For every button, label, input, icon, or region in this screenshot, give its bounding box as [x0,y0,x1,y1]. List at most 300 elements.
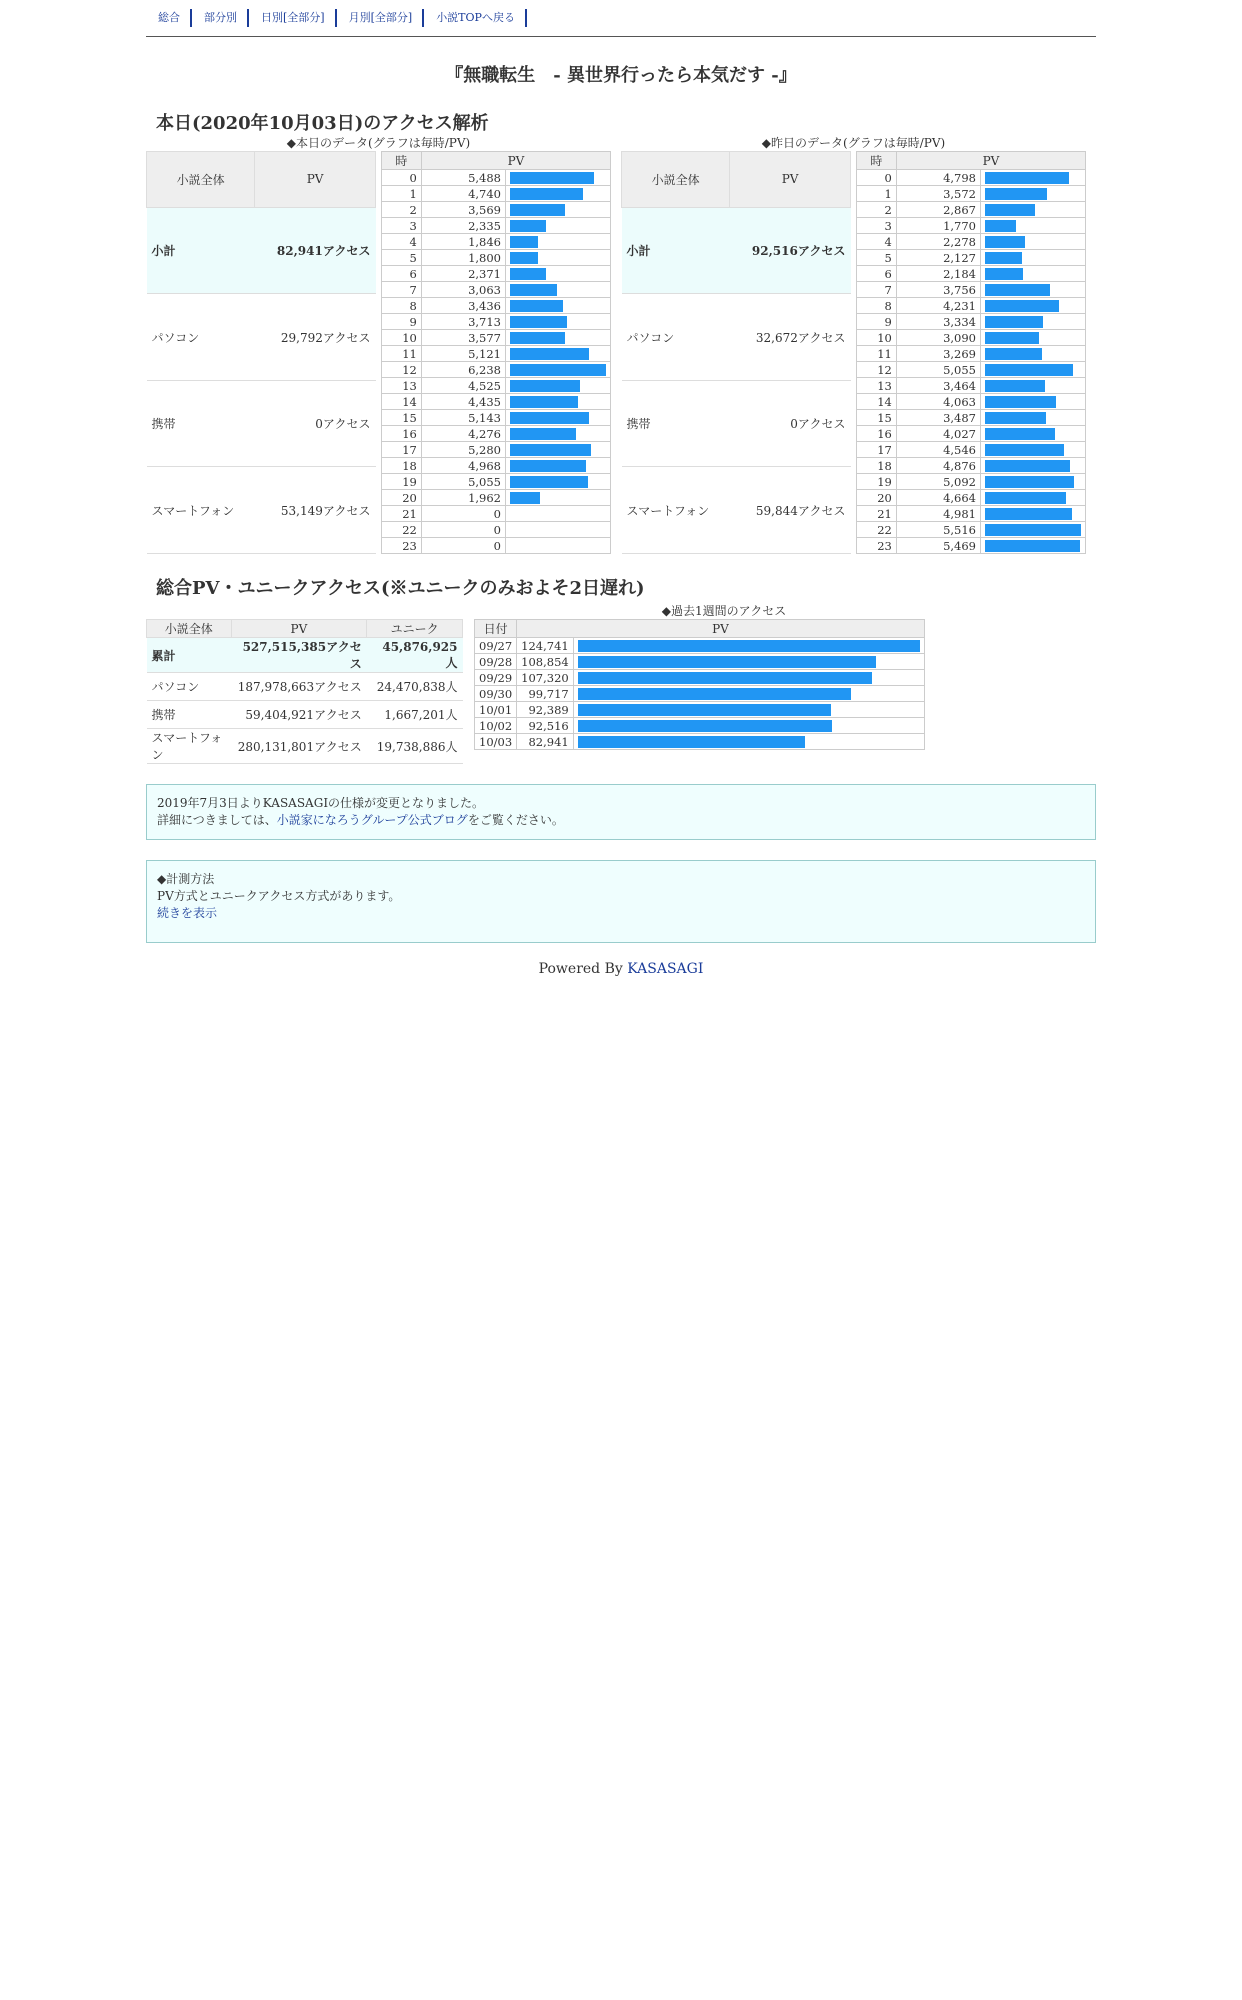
category-label: 0 [857,170,897,186]
table-row [475,638,925,654]
bar-cell [573,686,924,702]
table-row [382,458,611,474]
bar-cell [981,282,1086,298]
table-row [382,314,611,330]
value-label: 4,981 [896,506,980,522]
value-label: 4,231 [896,298,980,314]
row-label: 小計 [147,207,255,294]
bar-cell [506,218,611,234]
table-row [475,654,925,670]
bar-cell [981,298,1086,314]
bar-cell [981,394,1086,410]
bar [985,508,1072,520]
category-label: 4 [382,234,422,250]
value-label: 92,389 [517,702,574,718]
row-value: 92,516アクセス [730,207,851,294]
bar [985,236,1025,248]
table-row [382,282,611,298]
notice-box [146,784,1096,840]
value-label: 3,269 [896,346,980,362]
row-unique: 1,667,201人 [367,701,463,729]
value-label: 3,464 [896,378,980,394]
table-row [382,298,611,314]
table-row [382,378,611,394]
category-label: 12 [382,362,422,378]
table-row [382,218,611,234]
bar [985,284,1050,296]
yesterday-summary-table [621,151,851,554]
value-label: 2,371 [421,266,505,282]
category-label: 16 [382,426,422,442]
notice-text: 詳細につきましては、 [157,813,277,827]
category-label: 21 [857,506,897,522]
table-row [857,522,1086,538]
table-row [382,346,611,362]
method-box [146,860,1096,943]
table-row [382,394,611,410]
value-label: 5,488 [421,170,505,186]
row-value: 29,792アクセス [255,294,376,381]
category-label: 4 [857,234,897,250]
table-row [147,701,463,729]
category-label: 09/27 [475,638,517,654]
row-label: パソコン [147,294,255,381]
bar [985,380,1045,392]
bar-cell [506,378,611,394]
category-label: 23 [382,538,422,554]
category-label: 10/02 [475,718,517,734]
value-label: 3,487 [896,410,980,426]
category-label: 21 [382,506,422,522]
bar-cell [981,458,1086,474]
bar [985,188,1047,200]
bar [985,300,1059,312]
value-label: 3,334 [896,314,980,330]
value-label: 3,090 [896,330,980,346]
show-more-link[interactable]: 続きを表示 [157,906,218,920]
value-label: 2,184 [896,266,980,282]
table-row [857,426,1086,442]
bar [510,444,591,456]
col-header: PV [896,152,1085,170]
row-label: パソコン [147,673,232,701]
table-row [147,729,463,764]
row-value: 53,149アクセス [255,467,376,554]
value-label: 4,525 [421,378,505,394]
category-label: 13 [382,378,422,394]
bar-cell [506,250,611,266]
bar [510,204,565,216]
method-text: PV方式とユニークアクセス方式があります。 [157,889,401,903]
bar [510,492,540,504]
category-label: 3 [857,218,897,234]
row-label: パソコン [622,294,730,381]
bar-cell [506,298,611,314]
bar-cell [506,458,611,474]
category-label: 19 [857,474,897,490]
table-row [622,467,851,554]
bar [985,348,1042,360]
bar-cell [981,330,1086,346]
bar-cell [981,442,1086,458]
category-label: 20 [382,490,422,506]
col-header: 時 [857,152,897,170]
value-label: 4,276 [421,426,505,442]
table-row [382,426,611,442]
bar-cell [981,170,1086,186]
bar-cell [506,522,611,538]
footer-prefix: Powered By [538,961,628,977]
bar [985,524,1081,536]
col-header: 小説全体 [147,152,255,208]
nav-overall[interactable]: 総合 [152,9,192,27]
value-label: 3,436 [421,298,505,314]
kasasagi-link[interactable]: KASASAGI [627,961,704,977]
value-label: 0 [421,506,505,522]
bar [510,332,565,344]
bar-cell [981,250,1086,266]
col-header: PV [517,620,925,638]
row-value: 0アクセス [730,380,851,467]
table-row [475,702,925,718]
table-row [857,218,1086,234]
row-unique: 45,876,925人 [367,638,463,673]
value-label: 5,516 [896,522,980,538]
category-label: 1 [382,186,422,202]
bar-cell [506,538,611,554]
bar [578,640,920,652]
table-row [382,202,611,218]
row-pv: 187,978,663アクセス [231,673,367,701]
value-label: 5,121 [421,346,505,362]
value-label: 4,063 [896,394,980,410]
table-row [382,490,611,506]
table-row [382,442,611,458]
table-row [857,170,1086,186]
category-label: 18 [857,458,897,474]
value-label: 2,278 [896,234,980,250]
category-label: 09/29 [475,670,517,686]
bar [510,236,538,248]
today-caption: ◆本日のデータ(グラフは毎時/PV) [286,136,471,150]
bar [985,412,1046,424]
bar [510,348,589,360]
value-label: 3,569 [421,202,505,218]
page [146,0,1096,977]
bar [578,704,831,716]
table-row [857,442,1086,458]
table-row [382,250,611,266]
value-label: 3,713 [421,314,505,330]
col-header: PV [255,152,376,208]
category-label: 15 [857,410,897,426]
bar-cell [981,234,1086,250]
row-pv: 59,404,921アクセス [231,701,367,729]
table-row [147,294,376,381]
bar [985,316,1043,328]
table-row [147,673,463,701]
bar-cell [981,490,1086,506]
value-label: 4,798 [896,170,980,186]
value-label: 3,572 [896,186,980,202]
value-label: 0 [421,522,505,538]
value-label: 4,740 [421,186,505,202]
bar-cell [573,718,924,734]
col-header: PV [231,620,367,638]
value-label: 5,143 [421,410,505,426]
category-label: 2 [382,202,422,218]
bar [578,672,872,684]
notice-line2 [157,812,1085,829]
value-label: 5,280 [421,442,505,458]
row-value: 32,672アクセス [730,294,851,381]
row-unique: 19,738,886人 [367,729,463,764]
row-pv: 280,131,801アクセス [231,729,367,764]
table-row [475,734,925,750]
table-row [382,234,611,250]
bar [510,364,606,376]
nav-novel-top[interactable]: 小説TOPへ戻る [430,9,527,27]
bar-cell [981,346,1086,362]
bar-cell [506,426,611,442]
table-row [382,362,611,378]
bar-cell [981,218,1086,234]
row-unique: 24,470,838人 [367,673,463,701]
table-row [382,266,611,282]
novel-title: 『無職転生 - 異世界行ったら本気だす -』 [445,65,797,86]
row-label: スマートフォン [622,467,730,554]
bar [985,460,1070,472]
row-label: スマートフォン [147,729,232,764]
category-label: 9 [382,314,422,330]
row-label: 小計 [622,207,730,294]
bar [578,688,851,700]
bar-cell [506,346,611,362]
category-label: 3 [382,218,422,234]
category-label: 1 [857,186,897,202]
bar-cell [981,426,1086,442]
table-row [857,266,1086,282]
category-label: 09/28 [475,654,517,670]
row-value: 0アクセス [255,380,376,467]
value-label: 107,320 [517,670,574,686]
category-label: 23 [857,538,897,554]
table-row [857,490,1086,506]
yesterday-hourly-table [856,151,1086,554]
bar [510,268,546,280]
yesterday-group [621,136,1086,554]
value-label: 82,941 [517,734,574,750]
bar-cell [981,538,1086,554]
bar-cell [506,170,611,186]
category-label: 14 [382,394,422,410]
category-label: 19 [382,474,422,490]
category-label: 13 [857,378,897,394]
bar [510,396,578,408]
bar-cell [573,638,924,654]
bar-cell [506,506,611,522]
bar [985,332,1039,344]
bar-cell [506,330,611,346]
bar-cell [981,506,1086,522]
value-label: 0 [421,538,505,554]
bar-cell [506,266,611,282]
table-row [857,234,1086,250]
category-label: 20 [857,490,897,506]
bar-cell [981,202,1086,218]
table-row [382,474,611,490]
value-label: 1,770 [896,218,980,234]
value-label: 2,127 [896,250,980,266]
bar [510,460,586,472]
col-header: 小説全体 [622,152,730,208]
table-row [622,380,851,467]
value-label: 1,846 [421,234,505,250]
category-label: 16 [857,426,897,442]
category-label: 15 [382,410,422,426]
total-heading: 総合PV・ユニークアクセス(※ユニークのみおよそ2日遅れ) [156,578,645,599]
bar [985,444,1064,456]
table-row [475,670,925,686]
nav-daily[interactable]: 日別[全部分] [255,9,337,27]
row-label: 携帯 [147,701,232,729]
category-label: 5 [382,250,422,266]
table-row [857,282,1086,298]
method-title: ◆計測方法 [157,872,215,886]
value-label: 5,055 [421,474,505,490]
col-header: 小説全体 [147,620,232,638]
bar-cell [506,410,611,426]
notice-line1: 2019年7月3日よりKASASAGIの仕様が変更となりました。 [157,796,485,810]
bar [985,252,1022,264]
bar-cell [506,314,611,330]
bar-cell [981,474,1086,490]
bar-cell [981,362,1086,378]
bar [510,476,588,488]
value-label: 99,717 [517,686,574,702]
bar [510,172,594,184]
table-row [857,458,1086,474]
row-value: 59,844アクセス [730,467,851,554]
value-label: 4,435 [421,394,505,410]
table-row [857,298,1086,314]
bar-cell [506,234,611,250]
table-row [147,380,376,467]
category-label: 09/30 [475,686,517,702]
bar [510,300,563,312]
value-label: 2,867 [896,202,980,218]
today-hourly-table [381,151,611,554]
table-row [475,686,925,702]
bar [985,492,1066,504]
value-label: 4,664 [896,490,980,506]
category-label: 12 [857,362,897,378]
table-row [382,186,611,202]
category-label: 18 [382,458,422,474]
bar [510,188,583,200]
category-label: 10 [382,330,422,346]
nav-monthly[interactable]: 月別[全部分] [343,9,425,27]
bar-cell [506,202,611,218]
bar-cell [981,314,1086,330]
bar [510,412,589,424]
table-row [382,170,611,186]
table-row [857,378,1086,394]
bar [985,428,1055,440]
bar [578,720,832,732]
nav-by-part[interactable]: 部分別 [198,9,249,27]
bar-cell [573,654,924,670]
bar-cell [573,734,924,750]
col-header: ユニーク [367,620,463,638]
category-label: 22 [382,522,422,538]
col-header: PV [421,152,610,170]
value-label: 4,876 [896,458,980,474]
notice-text: をご覧ください。 [467,813,564,827]
value-label: 1,962 [421,490,505,506]
value-label: 2,335 [421,218,505,234]
table-row [147,638,463,673]
table-row [622,207,851,294]
category-label: 5 [857,250,897,266]
table-row [857,314,1086,330]
row-label: 累計 [147,638,232,673]
value-label: 108,854 [517,654,574,670]
yesterday-caption: ◆昨日のデータ(グラフは毎時/PV) [761,136,946,150]
table-row [857,186,1086,202]
today-heading: 本日(2020年10月03日)のアクセス解析 [156,113,489,134]
category-label: 7 [857,282,897,298]
top-nav [146,0,1096,37]
value-label: 5,469 [896,538,980,554]
bar [985,364,1073,376]
category-label: 14 [857,394,897,410]
bar [510,428,576,440]
category-label: 6 [382,266,422,282]
bar [510,252,538,264]
category-label: 10/01 [475,702,517,718]
value-label: 3,577 [421,330,505,346]
blog-link[interactable]: 小説家になろうグループ公式ブログ [276,813,468,827]
category-label: 0 [382,170,422,186]
col-header: 時 [382,152,422,170]
bar [510,284,557,296]
category-label: 9 [857,314,897,330]
bar [985,476,1074,488]
value-label: 4,027 [896,426,980,442]
value-label: 92,516 [517,718,574,734]
table-row [857,410,1086,426]
table-row [382,410,611,426]
table-row [475,718,925,734]
table-row [382,330,611,346]
bar [510,380,580,392]
row-label: 携帯 [622,380,730,467]
table-row [857,538,1086,554]
total-summary-table [146,619,463,764]
category-label: 11 [382,346,422,362]
table-row [857,202,1086,218]
bar-cell [506,394,611,410]
value-label: 5,092 [896,474,980,490]
category-label: 6 [857,266,897,282]
table-row [857,250,1086,266]
value-label: 4,546 [896,442,980,458]
bar [510,316,567,328]
footer [146,961,1096,977]
row-value: 82,941アクセス [255,207,376,294]
table-row [857,330,1086,346]
